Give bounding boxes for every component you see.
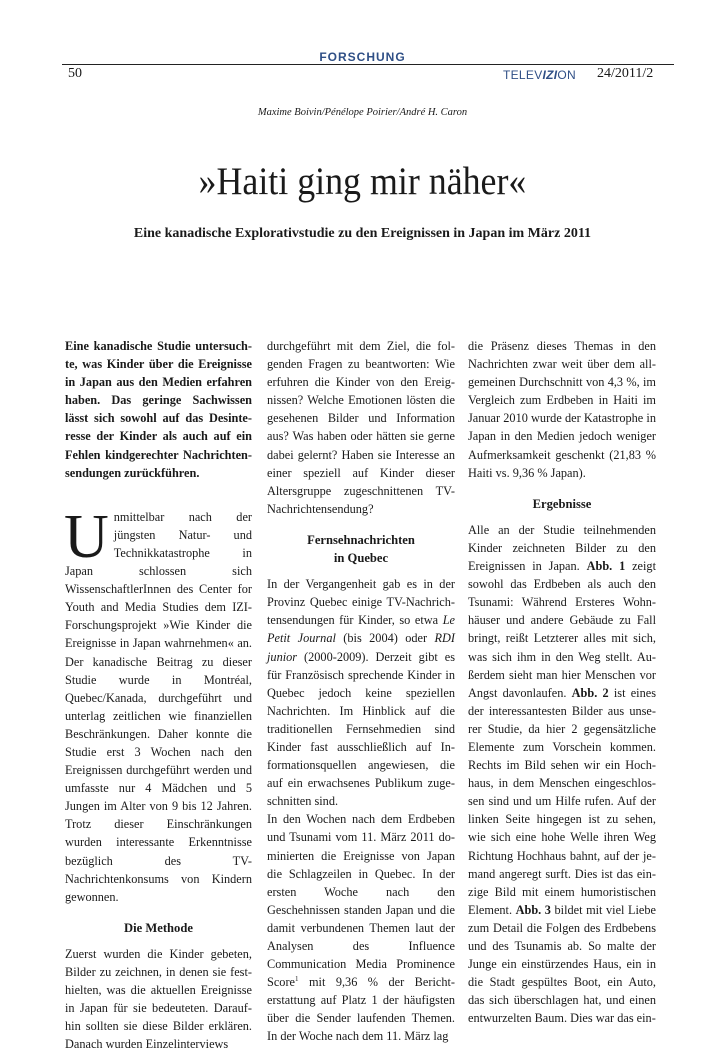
page-number: 50 [68, 66, 82, 81]
heading-news-line-2: in Quebec [333, 551, 389, 566]
text-column-2 [267, 337, 455, 1046]
article-subtitle: Eine kanadische Explorativstudie zu den Ereignissen in Japan im März 2011 [133, 226, 592, 241]
logo-part-2: IZI [542, 68, 558, 82]
logo-part-1: TELEV [503, 68, 543, 82]
method-paragraph: Zuerst wurden die Kinder gebeten, Bilder zu zeichnen, in denen sie festhielten, was die aktuellen Ereignisse in Japan für sie bedeuteten. Daraufhin sollten sie diese Bilder erklären. Danach wurden Einzelinterviews [65, 946, 252, 1052]
article-authors: Maxime Boivin/Pénélope Poirier/André H. Caron [257, 107, 468, 118]
figure-ref-3: Abb. 3 [515, 902, 551, 917]
heading-news [267, 531, 455, 567]
figure-ref-1: Abb. 1 [586, 559, 626, 574]
heading-news-line-1: Fernsehnachrichten [307, 532, 415, 547]
news-text-2b: mit 9,36 % der Berichterstattung auf Platz 1 der häufigsten über die Sender laufenden Themen. In der Woche nach dem 11. März lag [267, 975, 455, 1044]
title-le-petit-journal: Le Petit Journal [267, 613, 455, 646]
text-column-3 [468, 337, 656, 1027]
results-text-c: ist eines der interessantesten Bilder aus unserer Studie, da hier 2 gegensätzliche Elemente zum Vorschein kommen. Rechts im Bild sehen wir ein Hochhaus, in dem Menschen eingeschlossen sind und um Hilfe rufen. Auf der linken Seite hingegen ist zu sehen, wie sich eine hohe Welle ihren Weg Richtung Hochhaus bahnt, auf der jemand angeregt surft. Dies ist das einzige Bild mit einem humoristischen Element. [468, 685, 656, 917]
heading-method: Die Methode [124, 920, 193, 935]
news-paragraph-2 [267, 810, 455, 1045]
intro-text: nmittelbar nach der jüngsten Natur- und Technikkatastrophe in Japan schlossen sich WissenschaftlerInnen des Center for Youth and Media Studies dem IZI-Forschungsprojekt »Wie Kinder die Ereignisse in Japan wahrnehmen« an. Der kanadische Beitrag zu dieser Studie wurde in Montréal, Quebec/Kanada, durchgeführt und unterlag zeitlichen wie finanziellen Beschränkungen. Daher konnte die Studie erst 3 Wochen nach den Ereignissen durchgeführt werden und umfasste nur 4 Mädchen und 5 Jungen im Alter von 9 bis 12 Jahren. Trotz dieser Einschränkungen wurden interessante Erkenntnisse bezüglich des TV-Nachrichtenkonsums von Kindern gewonnen. [65, 509, 252, 904]
news-text-1a: In der Vergangenheit gab es in der Provinz Quebec einige TV-Nachrichtensendungen für Kinder, so etwa [267, 577, 455, 628]
intro-paragraph [64, 502, 252, 906]
article-title: »Haiti ging mir näher« [198, 160, 527, 203]
news-continued: die Präsenz dieses Themas in den Nachrichten zwar weit über dem allgemeinen Durchschnitt von 4,3 %, im Vergleich zum Erdbeben in Haiti im Januar 2010 wurde der Katastrophe in Japan in den Medien jedoch weniger Aufmerksamkeit geschenkt (21,83 % Haiti vs. 9,36 % Japan). [468, 339, 656, 480]
title-rdi-junior: RDI junior [267, 631, 456, 664]
news-text-1b: (bis 2004) oder [335, 631, 435, 646]
news-paragraph-1 [267, 575, 455, 810]
footnote-ref: 1 [295, 975, 299, 984]
text-column-1 [65, 337, 252, 1053]
results-text-d: bildet mit viel Liebe zum Detail die Folgen des Erdbebens und des Tsunamis ab. So malte der Junge ein einstürzendes Haus, ein in die Stadt gespültes Boot, ein Auto, das sich überschlagen hat, und einen entwurzelten Baum. Dies war das ein- [468, 902, 657, 1026]
heading-results: Ergebnisse [532, 496, 592, 511]
section-label: FORSCHUNG [319, 50, 406, 64]
results-text-b: zeigt sowohl das Erdbeben als auch den Tsunami: Während Ersteres Wohnhäuser und andere Gebäude zu Fall bringt, reißt Letzterer alles mit sich, was sich ihm in den Weg stellt. Außerdem sieht man hier Menschen vor Angst davonlaufen. [468, 559, 656, 700]
journal-logo [503, 68, 576, 82]
results-paragraph [468, 521, 656, 1028]
figure-ref-2: Abb. 2 [571, 685, 609, 700]
news-text-2a: In den Wochen nach dem Erdbeben und Tsunami vom 11. März 2011 dominierten die Ereignisse von Japan die Schlagzeilen in Quebec. In der ersten Woche nach den Geschehnissen standen Japan und die damit verbundenen Themen laut der Analysen des Influence Communication Media Prominence Score [267, 812, 455, 990]
results-text-a: Alle an der Studie teilnehmenden Kinder zeichneten Bilder zu den Ereignissen in Japan. [468, 522, 656, 574]
issue-number: 24/2011/2 [597, 66, 654, 81]
methods-continued: durchgeführt mit dem Ziel, die folgenden Fragen zu beantworten: Wie erfuhren die Kinder von den Ereignissen? Welche Emotionen lösten die gesehenen Bilder und Information aus? Was haben oder hätten sie gerne dabei gelernt? Haben sie Interesse an einer speziell auf Kinder dieser Altersgruppe zugeschnittenen TV-Nachrichtensendung? [267, 339, 455, 516]
logo-part-3: ON [557, 68, 577, 82]
header-rule [62, 64, 674, 65]
drop-cap: U [64, 502, 109, 571]
news-text-1c: (2000-2009). Derzeit gibt es für Französisch sprechende Kinder in Quebec jedoch keine speziellen Nachrichten. Im Hinblick auf die traditionellen Fernsehmedien sind Kinder fast ausschließlich auf Informationsquellen angewiesen, die auf ein erwachsenes Publikum zugeschnitten sind. [267, 649, 455, 809]
abstract: Eine kanadische Studie untersuchte, was Kinder über die Ereignisse in Japan aus den Medien erfahren haben. Das geringe Sachwissen lässt sich sowohl auf das Desinteresse der Kinder als auch auf ein Fehlen kindgerechter Nachrichtensendungen zurückführen. [65, 339, 252, 480]
